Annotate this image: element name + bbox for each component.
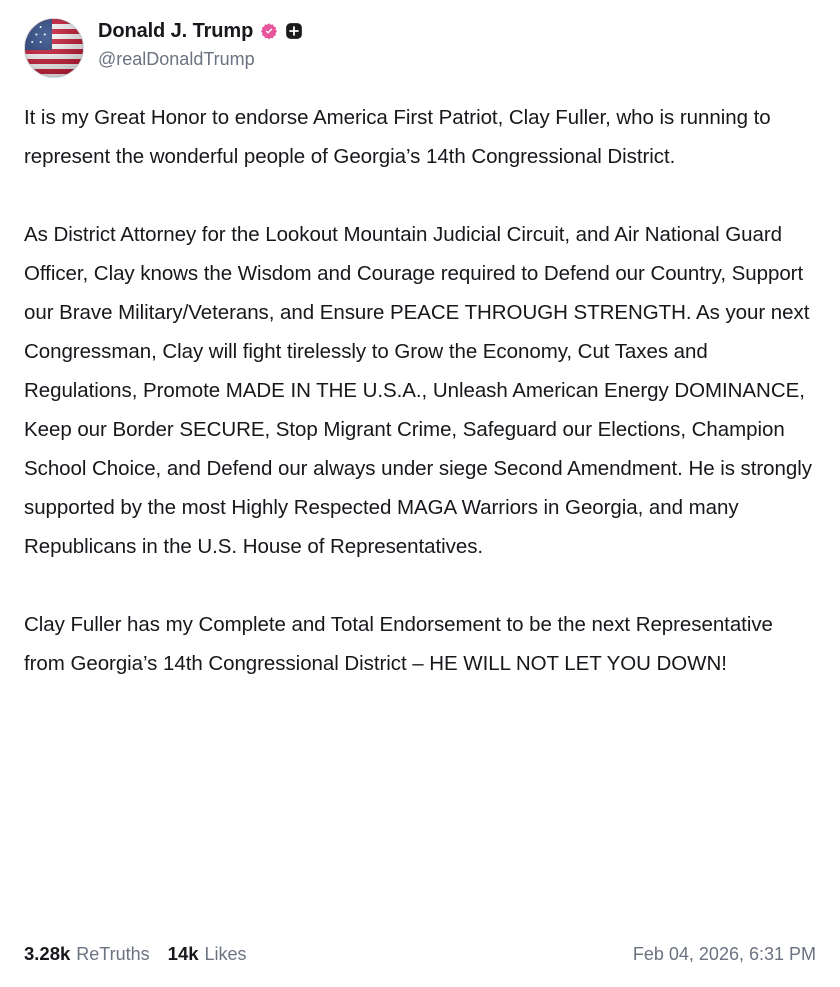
post-stats bbox=[24, 943, 247, 965]
author-display-name: Donald J. Trump bbox=[98, 20, 254, 42]
avatar-shading bbox=[25, 19, 83, 77]
likes-stat[interactable] bbox=[168, 943, 247, 965]
retruths-count: 3.28k bbox=[24, 943, 71, 964]
avatar[interactable] bbox=[24, 18, 84, 78]
retruths-stat[interactable] bbox=[24, 943, 150, 965]
author-name-row bbox=[98, 20, 303, 42]
post-header bbox=[24, 18, 816, 78]
post-paragraph: It is my Great Honor to endorse America First Patriot, Clay Fuller, who is running to represent the wonderful people of Georgia’s 14th Congressional District. bbox=[24, 106, 771, 168]
post-timestamp: Feb 04, 2026, 6:31 PM bbox=[632, 944, 816, 964]
post-paragraph: Clay Fuller has my Complete and Total Endorsement to be the next Representative from Georgia’s 14th Congressional District – HE WILL NOT LET YOU DOWN! bbox=[24, 613, 773, 675]
author-handle[interactable]: @realDonaldTrump bbox=[98, 49, 255, 69]
retruths-label: ReTruths bbox=[76, 944, 150, 964]
likes-label: Likes bbox=[204, 944, 247, 964]
plus-badge-icon bbox=[285, 22, 303, 40]
likes-count: 14k bbox=[167, 943, 199, 964]
post-paragraph: As District Attorney for the Lookout Mountain Judicial Circuit, and Air National Guard Officer, Clay knows the Wisdom and Courage required to Defend our Country, Support our Brave Military/Veterans, and Ensure PEACE THROUGH STRENGTH. As your next Congressman, Clay will fight tirelessly to Grow the Economy, Cut Taxes and Regulations, Promote MADE IN THE U.S.A., Unleash American Energy DOMINANCE, Keep our Border SECURE, Stop Migrant Crime, Safeguard our Elections, Champion School Choice, and Defend our always under siege Second Amendment. He is strongly supported by the most Highly Respected MAGA Warriors in Georgia, and many Republicans in the U.S. House of Representatives. bbox=[24, 223, 812, 558]
post-footer bbox=[24, 943, 816, 965]
author-identity bbox=[98, 18, 303, 70]
verified-check-icon bbox=[260, 22, 278, 40]
post-body bbox=[24, 98, 816, 683]
